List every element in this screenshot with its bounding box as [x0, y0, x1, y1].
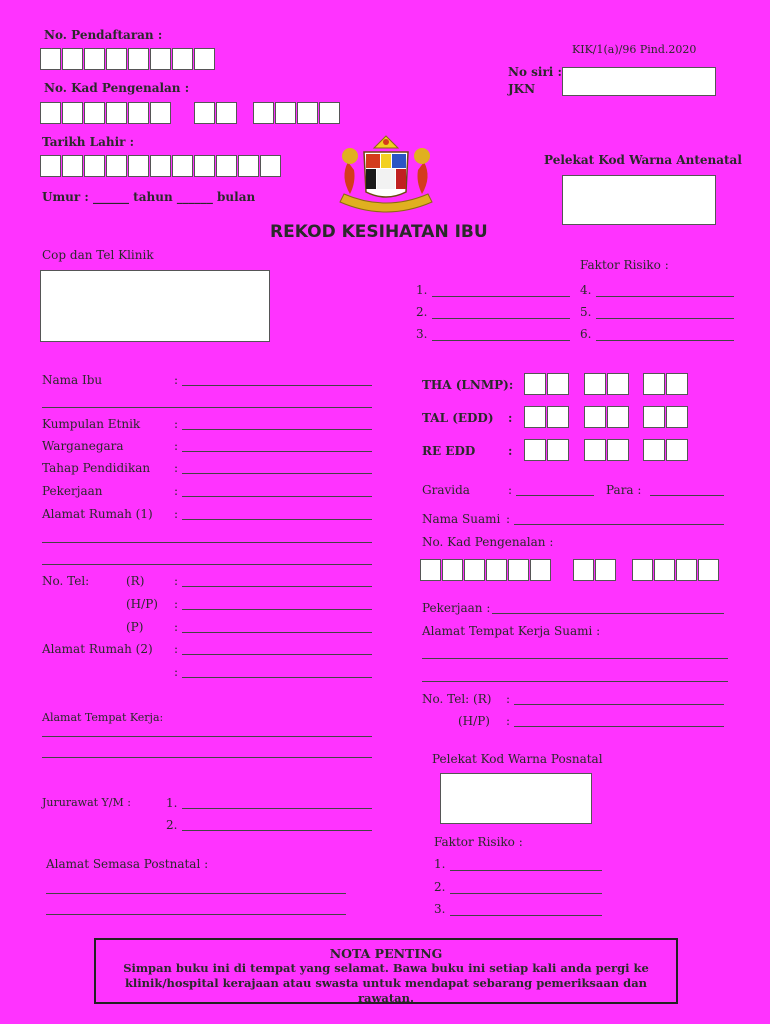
nama-ibu-line[interactable]	[182, 385, 372, 386]
digit-box[interactable]	[194, 48, 215, 70]
colon: :	[506, 692, 511, 706]
posnatal-risk-line-1[interactable]	[450, 870, 602, 871]
alamat-kerja-suami-line-1[interactable]	[422, 658, 728, 659]
suami-tel-hp-label: (H/P)	[458, 714, 490, 728]
alamat-rumah-2-label: Alamat Rumah (2)	[42, 642, 153, 656]
digit-box[interactable]	[128, 48, 149, 70]
alamat-postnatal-line-2[interactable]	[46, 914, 346, 915]
tel-r-line[interactable]	[182, 586, 372, 587]
suami-pekerjaan-line[interactable]	[492, 613, 724, 614]
tal-month-boxes[interactable]	[584, 406, 630, 428]
jururawat-label: Jururawat Y/M :	[42, 796, 131, 809]
suami-ic-label: No. Kad Pengenalan :	[422, 535, 554, 549]
kumpulan-etnik-line[interactable]	[182, 429, 372, 430]
suami-tel-hp-line[interactable]	[514, 726, 724, 727]
digit-box[interactable]	[442, 559, 463, 581]
alamat-rumah-1-line[interactable]	[182, 519, 372, 520]
tel-r-label: (R)	[126, 574, 145, 588]
cop-klinik-label: Cop dan Tel Klinik	[42, 248, 154, 262]
digit-box[interactable]	[40, 102, 61, 124]
digit-box[interactable]	[584, 439, 606, 461]
colon: :	[174, 620, 179, 634]
re-edd-day-boxes[interactable]	[524, 439, 570, 461]
digit-box[interactable]	[216, 102, 237, 124]
digit-box[interactable]	[194, 155, 215, 177]
jkn-label: JKN	[508, 82, 536, 96]
digit-box[interactable]	[547, 406, 569, 428]
pelekat-antenatal-label: Pelekat Kod Warna Antenatal	[544, 153, 742, 167]
digit-box[interactable]	[172, 155, 193, 177]
digit-box[interactable]	[238, 155, 259, 177]
kumpulan-etnik-label: Kumpulan Etnik	[42, 417, 141, 431]
digit-box[interactable]	[607, 406, 629, 428]
nota-penting-box	[94, 938, 678, 1004]
risk-number: 1.	[416, 283, 428, 297]
re-edd-month-boxes[interactable]	[584, 439, 630, 461]
digit-box[interactable]	[524, 406, 546, 428]
digit-box[interactable]	[524, 373, 546, 395]
nota-heading: NOTA PENTING	[329, 946, 443, 961]
colon: :	[174, 574, 179, 588]
digit-box[interactable]	[84, 48, 105, 70]
digit-box[interactable]	[508, 559, 529, 581]
risk-line-5[interactable]	[596, 318, 734, 319]
alamat-postnatal-label: Alamat Semasa Postnatal :	[46, 857, 209, 871]
digit-box[interactable]	[643, 406, 665, 428]
alamat-postnatal-line-1[interactable]	[46, 893, 346, 894]
alamat-rumah-1-label: Alamat Rumah (1)	[42, 507, 153, 521]
risk-number: 2.	[416, 305, 428, 319]
colon: :	[508, 483, 513, 497]
alamat-kerja-suami-label: Alamat Tempat Kerja Suami :	[422, 624, 601, 638]
digit-box[interactable]	[62, 102, 83, 124]
digit-box[interactable]	[607, 439, 629, 461]
colon: :	[174, 439, 179, 453]
form-code: KIK/1(a)/96 Pind.2020	[572, 43, 697, 56]
risk-number: 1.	[434, 857, 446, 871]
pekerjaan-line[interactable]	[182, 496, 372, 497]
digit-box[interactable]	[150, 155, 171, 177]
pelekat-posnatal-label: Pelekat Kod Warna Posnatal	[432, 752, 603, 766]
para-label: Para :	[606, 483, 642, 497]
para-line[interactable]	[650, 495, 724, 496]
gravida-label: Gravida	[422, 483, 470, 497]
malaysia-coat-of-arms-icon	[330, 132, 442, 216]
digit-box[interactable]	[666, 439, 688, 461]
digit-box[interactable]	[106, 155, 127, 177]
nota-line-2: klinik/hospital kerajaan atau swasta untuk mendapat sebarang pemeriksaan dan rawatan.	[124, 976, 648, 1005]
digit-box[interactable]	[420, 559, 441, 581]
nama-suami-line[interactable]	[514, 524, 724, 525]
digit-box[interactable]	[584, 373, 606, 395]
digit-box[interactable]	[632, 559, 653, 581]
digit-box[interactable]	[573, 559, 594, 581]
digit-box[interactable]	[216, 155, 237, 177]
risk-number: 5.	[580, 305, 592, 319]
digit-box[interactable]	[486, 559, 507, 581]
ic-boxes-3[interactable]	[253, 102, 341, 124]
risk-number: 6.	[580, 327, 592, 341]
digit-box[interactable]	[666, 406, 688, 428]
digit-box[interactable]	[464, 559, 485, 581]
suami-tel-r-line[interactable]	[514, 704, 724, 705]
colon: :	[174, 417, 179, 431]
tha-label: THA (LNMP):	[422, 378, 514, 392]
tel-hp-line[interactable]	[182, 609, 372, 610]
digit-box[interactable]	[40, 48, 61, 70]
suami-tel-r-label: No. Tel: (R)	[422, 692, 492, 706]
tarikh-lahir-label: Tarikh Lahir :	[42, 135, 135, 149]
jururawat-1-num: 1.	[166, 796, 178, 810]
gravida-line[interactable]	[516, 495, 594, 496]
posnatal-sticker-box[interactable]	[440, 773, 592, 824]
tal-year-boxes[interactable]	[643, 406, 689, 428]
warganegara-line[interactable]	[182, 451, 372, 452]
colon: :	[174, 507, 179, 521]
re-edd-year-boxes[interactable]	[643, 439, 689, 461]
digit-box[interactable]	[643, 373, 665, 395]
ic-boxes-1[interactable]	[40, 102, 172, 124]
posnatal-risk-line-2[interactable]	[450, 893, 602, 894]
colon: :	[174, 461, 179, 475]
faktor-risiko-posnatal-label: Faktor Risiko :	[434, 835, 523, 849]
jururawat-line-2[interactable]	[182, 830, 372, 831]
colon: :	[174, 373, 179, 387]
tha-year-boxes[interactable]	[643, 373, 689, 395]
colon: :	[174, 642, 179, 656]
digit-box[interactable]	[654, 559, 675, 581]
posnatal-risk-line-3[interactable]	[450, 915, 602, 916]
digit-box[interactable]	[253, 102, 274, 124]
digit-box[interactable]	[128, 102, 149, 124]
tal-label: TAL (EDD)	[422, 411, 494, 425]
alamat-rumah-1-line-2[interactable]	[42, 542, 372, 543]
alamat-kerja-suami-line-2[interactable]	[422, 681, 728, 682]
colon: :	[506, 512, 511, 526]
digit-box[interactable]	[595, 559, 616, 581]
no-siri-input[interactable]	[562, 67, 716, 96]
digit-box[interactable]	[106, 102, 127, 124]
alamat-rumah-2-line[interactable]	[182, 654, 372, 655]
faktor-risiko-label: Faktor Risiko :	[580, 258, 669, 272]
tha-month-boxes[interactable]	[584, 373, 630, 395]
umur-label: Umur : ______ tahun ______ bulan	[42, 190, 256, 204]
no-tel-label: No. Tel:	[42, 574, 90, 588]
no-siri-label: No siri :	[508, 65, 562, 79]
colon: :	[174, 484, 179, 498]
alamat-rumah-1-line-3[interactable]	[42, 564, 372, 565]
tarikh-lahir-boxes[interactable]	[40, 155, 282, 177]
digit-box[interactable]	[62, 48, 83, 70]
digit-box[interactable]	[40, 155, 61, 177]
suami-ic-boxes-2[interactable]	[573, 559, 617, 581]
suami-ic-boxes-1[interactable]	[420, 559, 552, 581]
digit-box[interactable]	[643, 439, 665, 461]
no-pendaftaran-label: No. Pendaftaran :	[44, 28, 163, 42]
digit-box[interactable]	[172, 48, 193, 70]
risk-line-3[interactable]	[432, 340, 570, 341]
alamat-tempat-kerja-label: Alamat Tempat Kerja:	[42, 711, 164, 724]
digit-box[interactable]	[319, 102, 340, 124]
alamat-rumah-2-line-2[interactable]	[182, 677, 372, 678]
ic-boxes-2[interactable]	[194, 102, 238, 124]
digit-box[interactable]	[275, 102, 296, 124]
digit-box[interactable]	[150, 102, 171, 124]
nama-suami-label: Nama Suami	[422, 512, 501, 526]
colon: :	[174, 597, 179, 611]
digit-box[interactable]	[106, 48, 127, 70]
digit-box[interactable]	[62, 155, 83, 177]
digit-box[interactable]	[128, 155, 149, 177]
antenatal-sticker-box[interactable]	[562, 175, 716, 225]
nota-line-1: Simpan buku ini di tempat yang selamat. Bawa buku ini setiap kali anda pergi ke	[123, 961, 649, 975]
jururawat-line-1[interactable]	[182, 808, 372, 809]
digit-box[interactable]	[698, 559, 719, 581]
risk-number: 4.	[580, 283, 592, 297]
digit-box[interactable]	[297, 102, 318, 124]
risk-number: 2.	[434, 880, 446, 894]
tal-day-boxes[interactable]	[524, 406, 570, 428]
colon: :	[174, 665, 179, 679]
digit-box[interactable]	[666, 373, 688, 395]
risk-line-6[interactable]	[596, 340, 734, 341]
no-kad-pengenalan-label: No. Kad Pengenalan :	[44, 81, 190, 95]
pekerjaan-label: Pekerjaan	[42, 484, 103, 498]
cop-klinik-box[interactable]	[40, 270, 270, 342]
tahap-pendidikan-line[interactable]	[182, 473, 372, 474]
warganegara-label: Warganegara	[42, 439, 124, 453]
digit-box[interactable]	[84, 102, 105, 124]
digit-box[interactable]	[547, 373, 569, 395]
no-pendaftaran-boxes[interactable]	[40, 48, 216, 70]
risk-number: 3.	[416, 327, 428, 341]
tahap-pendidikan-label: Tahap Pendidikan	[42, 461, 151, 475]
digit-box[interactable]	[607, 373, 629, 395]
colon: :	[508, 444, 513, 458]
suami-pekerjaan-label: Pekerjaan :	[422, 601, 491, 615]
re-edd-label: RE EDD	[422, 444, 476, 458]
digit-box[interactable]	[547, 439, 569, 461]
tel-p-line[interactable]	[182, 632, 372, 633]
digit-box[interactable]	[84, 155, 105, 177]
tel-hp-label: (H/P)	[126, 597, 158, 611]
digit-box[interactable]	[676, 559, 697, 581]
digit-box[interactable]	[584, 406, 606, 428]
alamat-kerja-line-1[interactable]	[42, 736, 372, 737]
tha-day-boxes[interactable]	[524, 373, 570, 395]
risk-line-4[interactable]	[596, 296, 734, 297]
digit-box[interactable]	[150, 48, 171, 70]
risk-line-1[interactable]	[432, 296, 570, 297]
digit-box[interactable]	[260, 155, 281, 177]
risk-line-2[interactable]	[432, 318, 570, 319]
colon: :	[506, 714, 511, 728]
alamat-kerja-line-2[interactable]	[42, 757, 372, 758]
suami-ic-boxes-3[interactable]	[632, 559, 720, 581]
colon: :	[508, 411, 513, 425]
nama-ibu-label: Nama Ibu	[42, 373, 103, 387]
page-title: REKOD KESIHATAN IBU	[270, 222, 488, 242]
digit-box[interactable]	[194, 102, 215, 124]
digit-box[interactable]	[530, 559, 551, 581]
digit-box[interactable]	[524, 439, 546, 461]
tel-p-label: (P)	[126, 620, 144, 634]
jururawat-2-num: 2.	[166, 818, 178, 832]
risk-number: 3.	[434, 902, 446, 916]
nama-ibu-line-2[interactable]	[42, 407, 372, 408]
